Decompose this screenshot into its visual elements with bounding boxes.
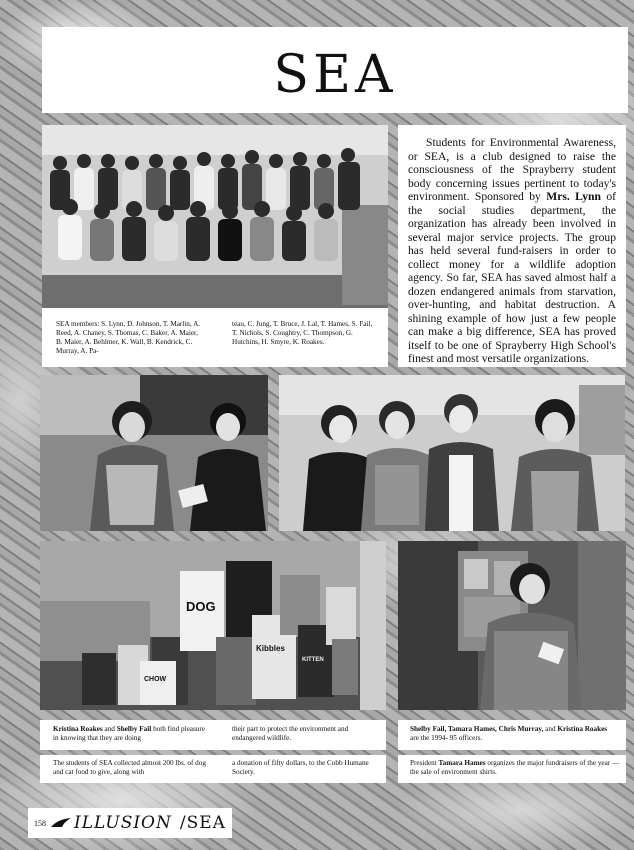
kitten-bag-label: KITTEN [302,657,324,663]
food-caption-col2: a donation of fifty dollars, to the Cobb Humane Society. [232,759,369,776]
intro-text: Students for Environmental Awareness, or SEA, is a club designed to raise the consciousness of the Sprayberry student body concerning issues pertinent to today's environment. Sponsored by Mrs. Lynn of the social studies department, the organization has already been involved in several major service projects. The group has held several fund-raisers in order to collect money for a wildlife adoption agency. So far, SEA has saved almost half a dozen endangered animals from starvation, over-hunting, and habitat destruction. A shining example of how just a few people can make a big difference, SEA has proved itself to be one of Sprayberry High School's finest and most versatile organizations. [408,136,616,365]
group-caption-col2: teau, C. Jung, T. Bruce, J. Lal, T. Hames, S. Fail, T. Nichols, S. Coughtry, C. Thompson, G. Hutchins, H. Smyre, K. Roakes. [232,320,373,346]
president-caption: President Tamara Hames organizes the major fundraisers of the year — the sale of environment shirts. [410,759,620,776]
page-title: SEA [273,45,397,105]
kristina-shelby-photo [40,375,268,531]
bird-logo-icon [50,817,72,829]
president-photo [398,541,626,710]
dog-bag-label: DOG [186,599,216,614]
kristina-caption-col2: their part to protect the environment and endangered wildlife. [232,725,349,742]
group-photo [42,125,388,308]
intro-panel [398,125,626,367]
pet-food-photo [40,541,386,710]
officers-photo [279,375,625,531]
section-label: /SEA [179,813,226,833]
officers-caption: Shelby Fail, Tamara Hames, Chris Murray, and Kristina Roakes are the 1994- 95 officers. [410,725,608,742]
yearbook-brand: ILLUSION [74,813,172,833]
chow-bag-label: CHOW [144,676,167,683]
page-number: 158 [34,818,46,828]
group-caption-col1: SEA members: S. Lynn, D. Johnson, T. Marlin, A. Reed, A. Chaney, S. Thomas, C. Baker, A. Maier, B. Maier, A. Behlmer, K. Wall, B. Kendrick, C. Murray, A. Pa- [56,320,201,355]
food-caption-col1: The students of SEA collected almost 200 lbs. of dog and cat food to give, along with [53,759,206,776]
sponsor-name: Mrs. Lynn [546,190,601,203]
kibbles-bag-label: Kibbles [256,644,285,653]
title-panel [42,27,628,113]
kristina-caption-col1: Kristina Roakes and Shelby Fail both find pleasure in knowing that they are doing [53,725,205,742]
page-footer [28,808,232,838]
